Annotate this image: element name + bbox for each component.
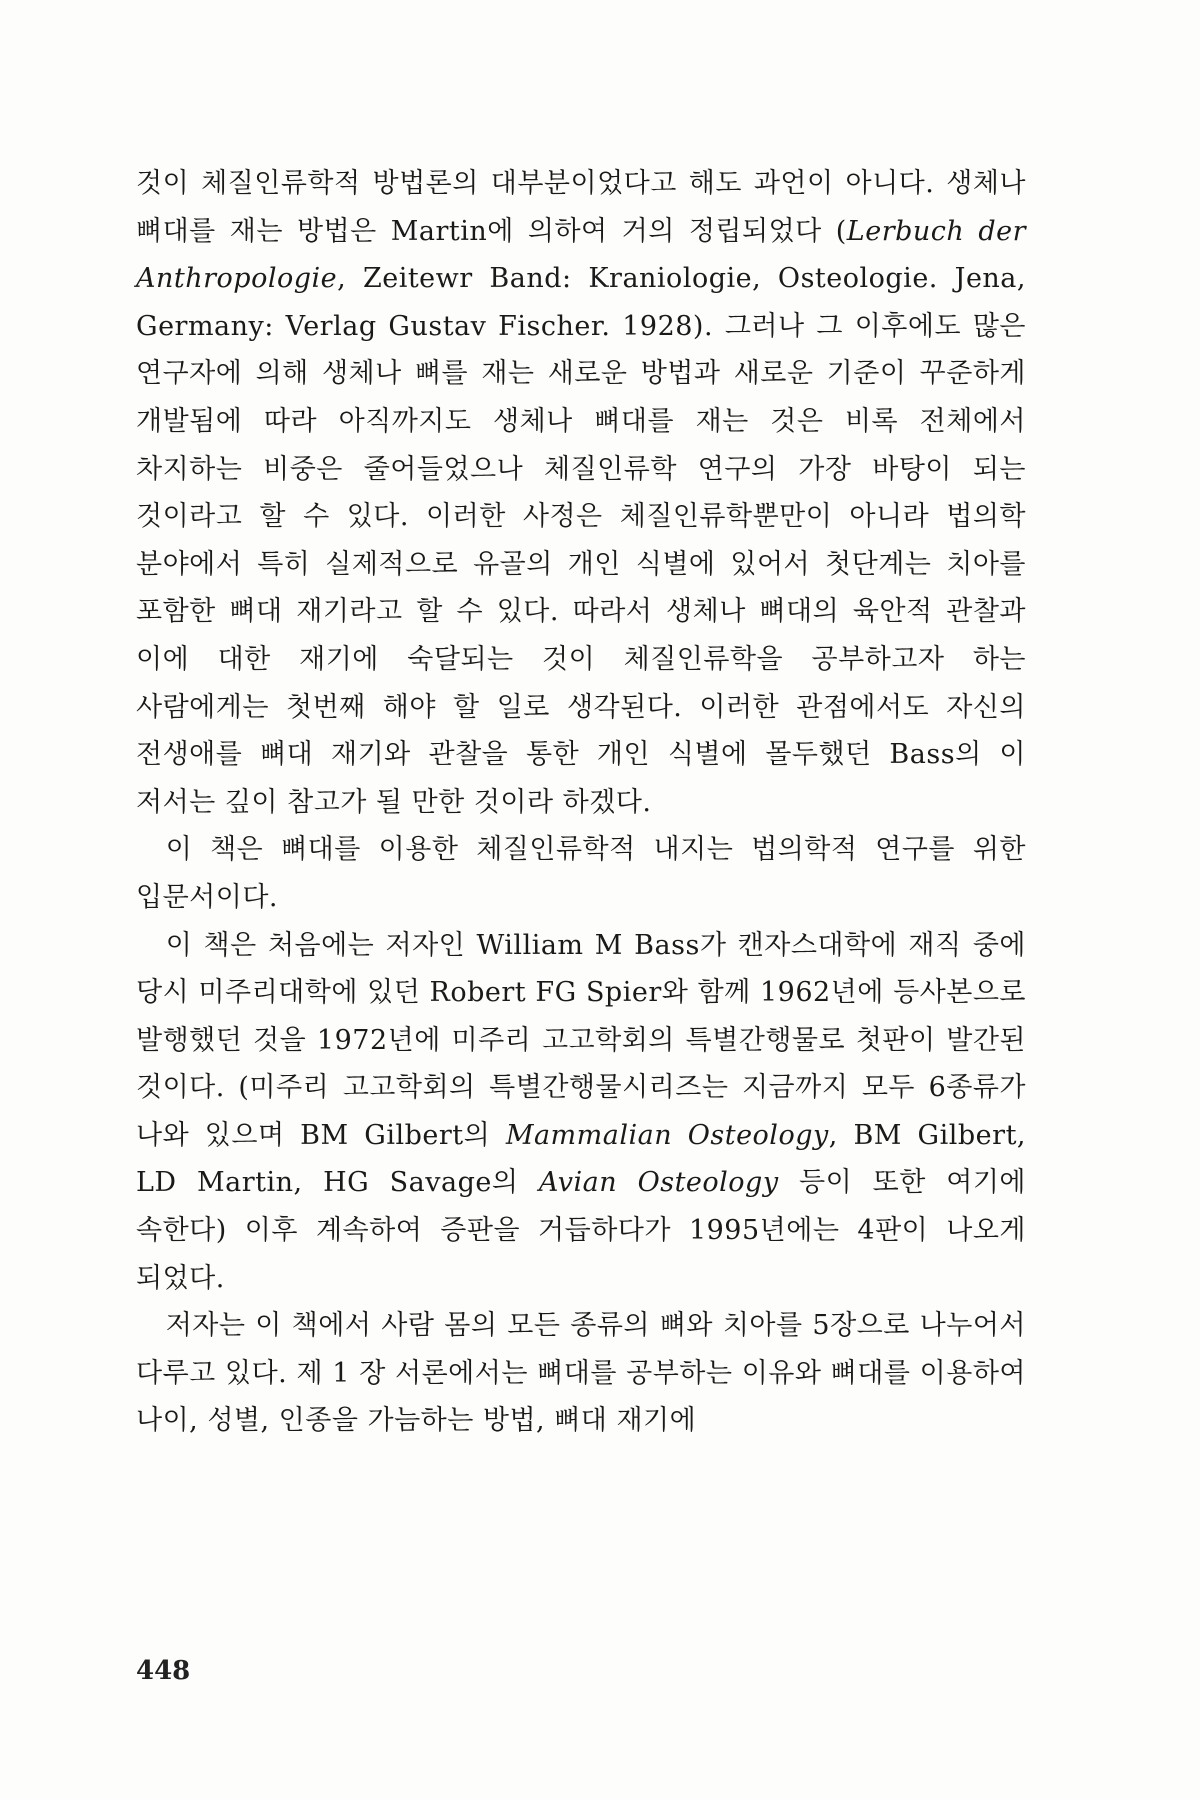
paragraph [136, 922, 1026, 1303]
italic-title: Avian Osteology [538, 1167, 779, 1199]
text-run: , BM Gilbert, LD Martin, HG Savage의 [136, 1119, 1026, 1199]
body-text [136, 160, 1026, 1445]
text-run: 등이 또한 여기에 속한다) 이후 계속하여 증판을 거듭하다가 1995년에는 4판이 나오게 되었다. [136, 1167, 1026, 1294]
paragraph [136, 1302, 1026, 1445]
paragraph [136, 160, 1026, 826]
paragraph [136, 826, 1026, 921]
text-run: 이 책은 뼈대를 이용한 체질인류학적 내지는 법의학적 연구를 위한 입문서이다. [136, 834, 1026, 913]
text-run: , Zeitewr Band: Kraniologie, Osteologie. Jena, Germany: Verlag Gustav Fischer. 1928). 그러나 그 이후에도 많은 연구자에 의해 생체나 뼈를 재는 새로운 방법과 새로운 기준이 꾸준하게 개발됨에 따라 아직까지도 생체나 뼈대를 재는 것은 비록 전체에서 차지하는 비중은 줄어들었으나 체질인류학 연구의 가장 바탕이 되는 것이라고 할 수 있다. 이러한 사정은 체질인류학뿐만이 아니라 법의학 분야에서 특히 실제적으로 유골의 개인 식별에 있어서 첫단계는 치아를 포함한 뼈대 재기라고 할 수 있다. 따라서 생체나 뼈대의 육안적 관찰과 이에 대한 재기에 숙달되는 것이 체질인류학을 공부하고자 하는 사람에게는 첫번째 해야 할 일로 생각된다. 이러한 관점에서도 자신의 전생애를 뼈대 재기와 관찰을 통한 개인 식별에 몰두했던 Bass의 이 저서는 깊이 참고가 될 만한 것이라 하겠다. [136, 263, 1026, 818]
text-run: 것이 체질인류학적 방법론의 대부분이었다고 해도 과언이 아니다. 생체나 뼈대를 재는 방법은 Martin에 의하여 거의 정립되었다 ( [136, 168, 1026, 247]
text-run: 이 책은 처음에는 저자인 William M Bass가 캔자스대학에 재직 중에 당시 미주리대학에 있던 Robert FG Spier와 함께 1962년에 등사본으로 발행했던 것을 1972년에 미주리 고고학회의 특별간행물로 첫판이 발간된 것이다. (미주리 고고학회의 특별간행물시리즈는 지금까지 모두 6종류가 나와 있으며 BM Gilbert의 [136, 929, 1026, 1151]
italic-title: Mammalian Osteology [505, 1119, 829, 1151]
page-number: 448 [136, 1656, 191, 1686]
italic-title: Lerbuch der Anthropologie [136, 215, 1026, 295]
text-run: 저자는 이 책에서 사람 몸의 모든 종류의 뼈와 치아를 5장으로 나누어서 다루고 있다. 제 1 장 서론에서는 뼈대를 공부하는 이유와 뼈대를 이용하여 나이, 성별, 인종을 가늠하는 방법, 뼈대 재기에 [136, 1310, 1026, 1437]
